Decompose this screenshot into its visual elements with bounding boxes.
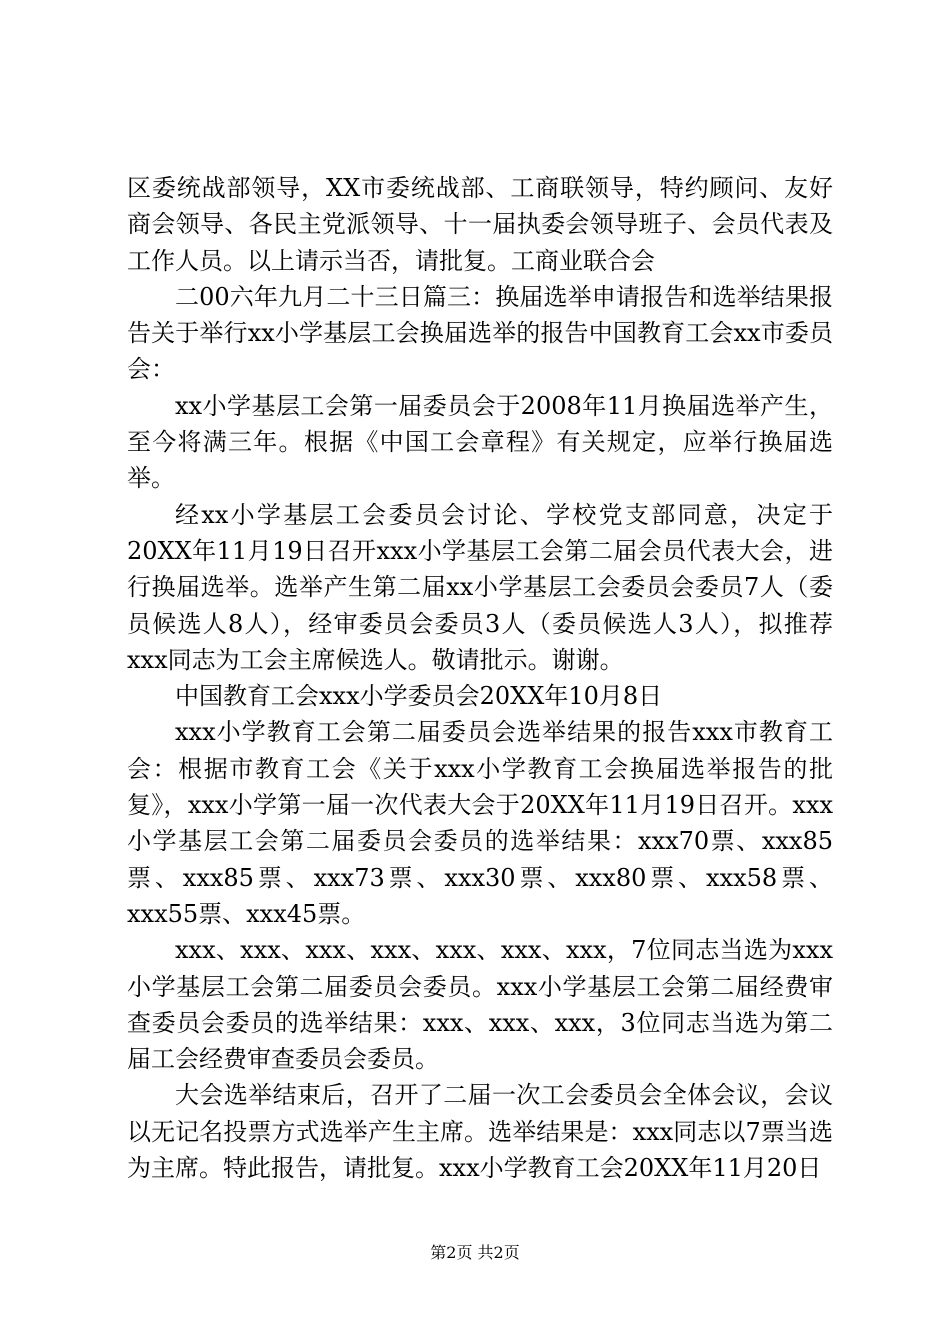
paragraph-6: xxx小学教育工会第二届委员会选举结果的报告xxx市教育工会：根据市教育工会《关于xxx小学教育工会换届选举报告的批复》，xxx小学第一届一次代表大会于20XX年11月19日召开。xxx小学基层工会第二届委员会委员的选举结果：xxx70票、xxx85票、xxx85票、xxx73票、xxx30票、xxx80票、xxx58票、xxx55票、xxx45票。	[127, 718, 833, 928]
page-footer	[0, 1243, 950, 1263]
paragraph-5: 中国教育工会xxx小学委员会20XX年10月8日	[175, 682, 663, 711]
document-body	[127, 170, 833, 1186]
page-number: 第2页 共2页	[430, 1243, 520, 1262]
paragraph-8: 大会选举结束后，召开了二届一次工会委员会全体会议，会议以无记名投票方式选举产生主席。选举结果是：xxx同志以7票当选为主席。特此报告，请批复。xxx小学教育工会20XX年11月20日	[127, 1081, 833, 1183]
paragraph-4: 经xx小学基层工会委员会讨论、学校党支部同意，决定于20XX年11月19日召开xxx小学基层工会第二届会员代表大会，进行换届选举。选举产生第二届xx小学基层工会委员会委员7人（委员候选人8人），经审委员会委员3人（委员候选人3人），拟推荐xxx同志为工会主席候选人。敬请批示。谢谢。	[127, 500, 833, 674]
paragraph-3: xx小学基层工会第一届委员会于2008年11月换届选举产生，至今将满三年。根据《中国工会章程》有关规定，应举行换届选举。	[127, 391, 833, 493]
paragraph-1: 区委统战部领导，XX市委统战部、工商联领导，特约顾问、友好商会领导、各民主党派领导、十一届执委会领导班子、会员代表及工作人员。以上请示当否，请批复。工商业联合会	[127, 174, 833, 275]
paragraph-2: 二00六年九月二十三日篇三：换届选举申请报告和选举结果报告关于举行xx小学基层工会换届选举的报告中国教育工会xx市委员会：	[127, 282, 833, 384]
paragraph-7: xxx、xxx、xxx、xxx、xxx、xxx、xxx，7位同志当选为xxx小学基层工会第二届委员会委员。xxx小学基层工会第二届经费审查委员会委员的选举结果：xxx、xxx、xxx，3位同志当选为第二届工会经费审查委员会委员。	[127, 936, 833, 1074]
